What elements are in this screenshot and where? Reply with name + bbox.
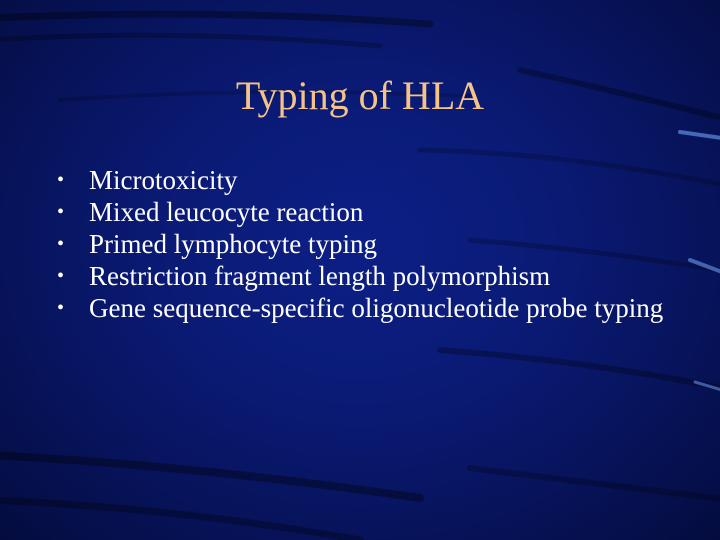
bullet-text: Restriction fragment length polymorphism — [89, 261, 551, 291]
bullet-text: Mixed leucocyte reaction — [89, 197, 364, 227]
bullet-dot-icon: • — [57, 201, 65, 223]
list-item — [57, 292, 677, 324]
bullet-dot-icon: • — [57, 265, 65, 287]
bullet-dot-icon: • — [57, 169, 65, 191]
bullet-text: Microtoxicity — [89, 165, 238, 195]
bullet-dot-icon: • — [57, 297, 65, 319]
list-item — [57, 164, 677, 196]
list-item — [57, 196, 677, 228]
list-item — [57, 228, 677, 260]
bullet-list — [57, 164, 677, 324]
bullet-dot-icon: • — [57, 233, 65, 255]
slide-title: Typing of HLA — [235, 73, 485, 118]
bullet-text: Gene sequence-specific oligonucleotide probe typing — [89, 293, 664, 323]
bullet-text: Primed lymphocyte typing — [89, 229, 377, 259]
list-item — [57, 260, 677, 292]
